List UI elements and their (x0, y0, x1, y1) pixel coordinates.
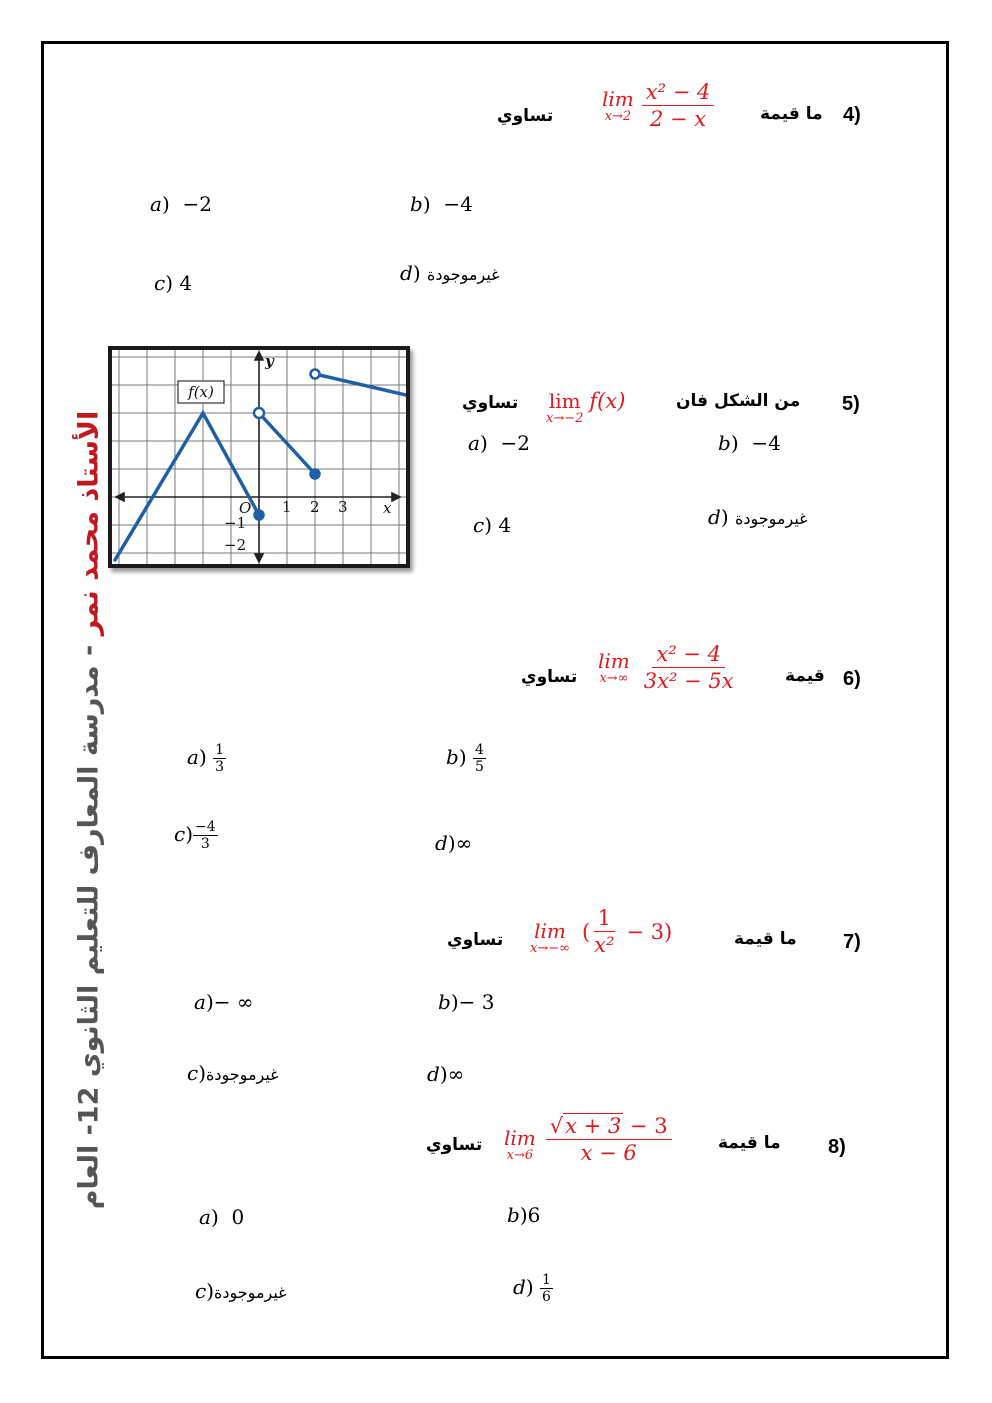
question-number: 5) (842, 393, 860, 415)
option-d[interactable]: d) $\frac{1}{6}$ (513, 1272, 551, 1305)
origin-label: O (239, 499, 252, 517)
option-d[interactable]: d) غيرموجودة (400, 261, 500, 285)
option-d[interactable]: d)∞ (427, 1062, 465, 1086)
option-b[interactable]: b)6 (507, 1203, 541, 1227)
option-a[interactable]: a)− ∞ (194, 990, 254, 1014)
page-border (41, 41, 949, 1359)
option-a[interactable]: a) 0 (199, 1205, 245, 1229)
limit-expression: lim x→2 $\frac{\text{x² − 4}}{2 - x}$ (602, 80, 714, 131)
graph-svg (112, 350, 406, 564)
option-b[interactable]: b) −4 (718, 431, 781, 455)
option-b[interactable]: b) $\frac{4}{5}$ (446, 742, 484, 775)
question-prefix: ما قيمة (760, 104, 823, 124)
teacher-name: الأستاذ محمد نمر (73, 410, 105, 636)
limit-expression: lim x→∞ $\frac{\text{x² − 4}}{\text{3x² − 5x}}$ (598, 642, 734, 693)
closed-point (255, 511, 264, 520)
x-axis-arrow-left (116, 493, 124, 501)
option-b[interactable]: b) −4 (410, 192, 473, 216)
question-prefix: ما قيمة (718, 1133, 781, 1153)
school-name: مدرسة المعارف للتعليم الثانوي (73, 665, 105, 1078)
question-prefix: ما قيمة (734, 929, 797, 949)
limit-expression: lim x→−2 f(x) (546, 389, 626, 426)
open-point (311, 370, 320, 379)
option-c[interactable]: c) $\frac{-4}{3}$ (174, 819, 216, 852)
y-tick-label: −2 (224, 536, 247, 554)
question-prefix: قيمة (785, 666, 825, 686)
x-tick-label: 2 (310, 498, 320, 516)
closed-point (311, 470, 320, 479)
y-axis-label: y (265, 352, 274, 370)
option-a[interactable]: a) $\frac{1}{3}$ (187, 742, 225, 775)
option-c[interactable]: c) 4 (154, 271, 193, 295)
question-prefix: من الشكل فان (676, 391, 801, 411)
limit-expression: lim x→6 $\frac{√x + 3 - 3}{x - 6}$ (504, 1114, 672, 1165)
option-d[interactable]: d)∞ (435, 831, 473, 855)
open-point (254, 408, 264, 418)
credit-separator: - (73, 644, 105, 656)
question-suffix: تساوي (447, 930, 504, 950)
y-axis-arrow-down (255, 554, 263, 562)
function-graph (108, 346, 410, 568)
question-suffix: تساوي (521, 667, 578, 687)
option-d[interactable]: d) غيرموجودة (708, 505, 808, 529)
grade-label: 12- العام (73, 1086, 105, 1210)
function-label: f(x) (188, 383, 214, 401)
sidebar-credit (74, 411, 105, 1210)
option-c[interactable]: c)غيرموجودة (187, 1061, 279, 1085)
question-suffix: تساوي (462, 393, 519, 413)
question-number: 7) (843, 931, 861, 953)
question-suffix: تساوي (426, 1135, 483, 1155)
x-tick-label: 1 (282, 498, 292, 516)
y-tick-label: −1 (224, 514, 247, 532)
y-axis-arrow (255, 352, 263, 360)
question-suffix: تساوي (497, 106, 554, 126)
option-a[interactable]: a) −2 (150, 192, 212, 216)
option-c[interactable]: c) 4 (473, 513, 512, 537)
x-axis-label: x (383, 499, 392, 517)
question-number: 8) (828, 1136, 846, 1158)
question-number: 6) (843, 668, 861, 690)
option-c[interactable]: c)غيرموجودة (195, 1279, 287, 1303)
question-number: 4) (843, 104, 861, 126)
limit-expression: lim x→−∞ ( $\frac{1}{\text{x²}}$ − 3) (530, 906, 673, 957)
x-tick-label: 3 (338, 498, 348, 516)
option-a[interactable]: a) −2 (468, 431, 530, 455)
option-b[interactable]: b)− 3 (438, 990, 495, 1014)
